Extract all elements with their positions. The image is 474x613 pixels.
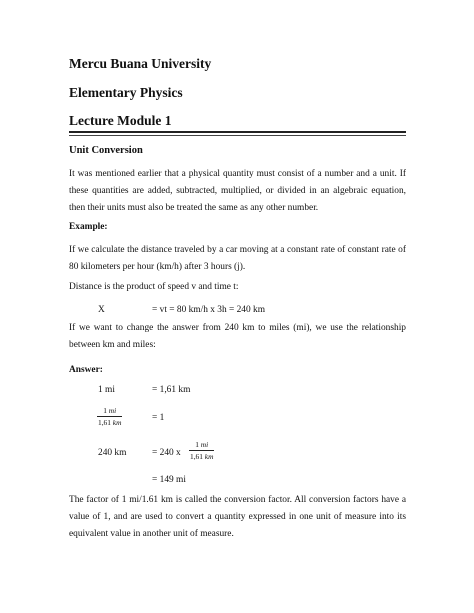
example-label: Example:: [69, 222, 108, 232]
fraction-denominator: 1,61 km: [190, 451, 214, 461]
fraction-numerator: 1 mi: [195, 440, 209, 449]
fraction-mi-per-km: [97, 406, 122, 427]
distance-paragraph: Distance is the product of speed v and time t:: [69, 282, 239, 292]
conclusion-paragraph: The factor of 1 mi/1.61 km is called the conversion factor. All conversion factors have a value of 1, and are used to convert a quantity expressed in one unit of measure into its equivalent value in another unit of measure.: [69, 495, 406, 539]
answer-row1-rhs: = 1,61 km: [152, 385, 191, 395]
university-title: Mercu Buana University: [69, 56, 212, 71]
equation-rhs: = vt = 80 km/h x 3h = 240 km: [152, 305, 265, 315]
module-title: Lecture Module 1: [69, 113, 172, 128]
answer-row2-rhs: = 1: [152, 413, 165, 423]
header-divider-thick: [69, 131, 406, 133]
header-divider-thin: [69, 135, 406, 136]
intro-paragraph: It was mentioned earlier that a physical quantity must consist of a number and a unit. If these quantities are added, subtracted, multiplied, or divided in an algebraic equation, then their units must also be treated the same as any other number.: [69, 169, 406, 213]
equation-lhs: X: [98, 305, 105, 315]
change-paragraph: If we want to change the answer from 240 km to miles (mi), we use the relationship between km and miles:: [69, 323, 406, 350]
fraction-numerator: 1 mi: [103, 406, 117, 415]
answer-row1-lhs: 1 mi: [98, 385, 115, 395]
answer-row4-rhs: = 149 mi: [152, 475, 186, 485]
section-heading: Unit Conversion: [69, 145, 143, 156]
subject-title: Elementary Physics: [69, 85, 183, 100]
example-paragraph: If we calculate the distance traveled by a car moving at a constant rate of constant rate of 80 kilometers per hour (km/h) after 3 hours (j).: [69, 245, 406, 272]
answer-row3-rhs-prefix: = 240 x: [152, 448, 181, 458]
fraction-bar: [97, 416, 122, 417]
answer-row3-lhs: 240 km: [98, 448, 127, 458]
fraction-bar: [189, 450, 214, 451]
fraction-mi-per-km-factor: [189, 440, 214, 461]
answer-label: Answer:: [69, 365, 103, 375]
fraction-denominator: 1,61 km: [98, 417, 122, 427]
